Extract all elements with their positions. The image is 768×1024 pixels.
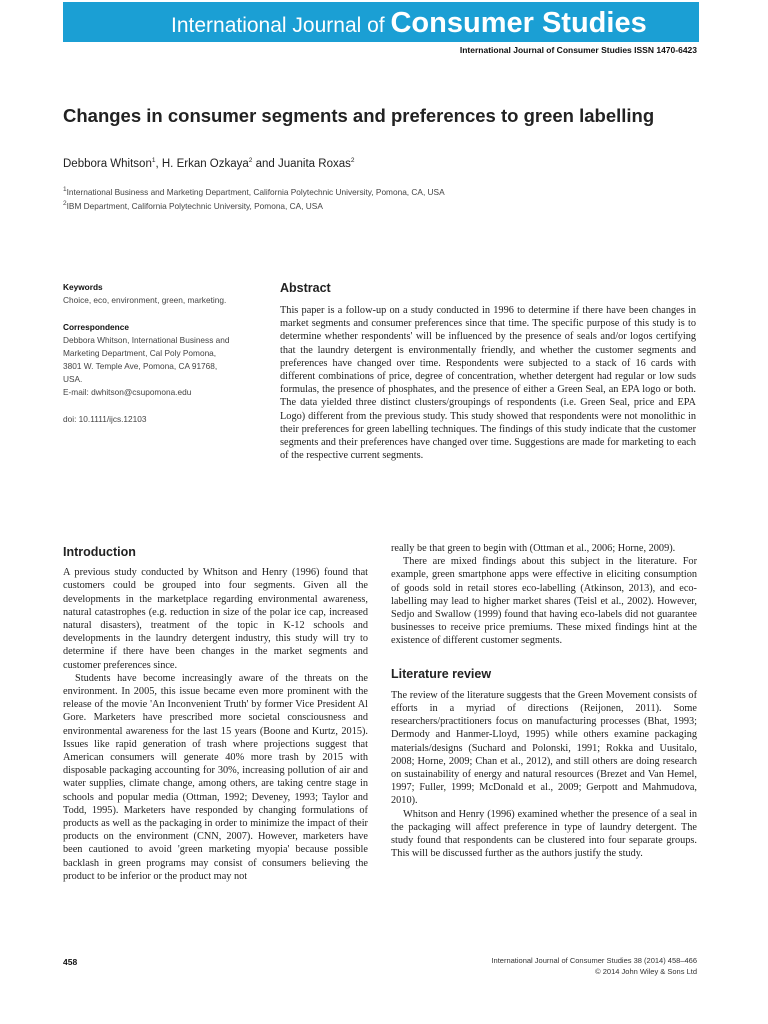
correspondence-line: 3801 W. Temple Ave, Pomona, CA 91768, [63, 361, 218, 371]
article-title: Changes in consumer segments and preferences to green labelling [63, 105, 655, 126]
author-name: Debbora Whitson [63, 157, 152, 170]
right-column [391, 542, 697, 860]
journal-name-prefix: International Journal of [171, 14, 391, 37]
issn-line: International Journal of Consumer Studies ISSN 1470-6423 [459, 45, 697, 55]
journal-name [171, 7, 647, 40]
author-affil-marker: 2 [248, 157, 253, 164]
paragraph: The review of the literature suggests that the Green Movement consists of efforts in a myriad of directions (Reijonen, 2011). Some researchers/practitioners focus on manufacturing processes (Bhat, 1993; Dermody and Hanmer-Lloyd, 1995) while others examine packaging materials/designs (Suchard and Polonski, 1991; Rokka and Uusitalo, 2008; Horne, 2009; Chan et al., 2012), and still others are doing research on sustainability of energy and natural resources (Brezet and Van Hemel, 1997; Fuller, 1999; McDonald et al., 2009; Gerpott and Mahmudova, 2010). [391, 689, 697, 807]
keywords-heading: Keywords [63, 282, 103, 292]
author-separator: , [155, 157, 162, 170]
copyright-line: © 2014 John Wiley & Sons Ltd [595, 967, 697, 976]
paragraph: really be that green to begin with (Ottman et al., 2006; Horne, 2009). [391, 543, 676, 554]
literature-review-heading: Literature review [391, 666, 492, 681]
page-number: 458 [63, 957, 78, 967]
affiliations [63, 184, 445, 212]
affiliation-marker: 1 [63, 186, 67, 193]
abstract-text: This paper is a follow-up on a study conducted in 1996 to determine if there have been changes in market segments and consumer preferences since that time. The specific purpose of this study is to determine whether respondents' will be influenced by the presence of seals and/or logos certifying that the laundry detergent is environmentally friendly, and whether the customer segments and preferences have changed over time. Respondents were subjected to a stack of 16 cards with different combinations of price, degree of concentration, whether detergent had regular or low suds formulas, the presence of phosphates, and the presence of either a Green Seal, an EPA logo or both. The data yielded three distinct clusters/groupings of respondents (i.e. Green Seal, price and EPA Logo) different from the previous study. This study showed that respondents were not monolithic in their preferences for green labelling techniques. The findings of this study indicate that the customer segments and their preferences have changed over time. Suggestions are made for marketing to each of the respective current segments. [280, 305, 696, 462]
correspondence-line: Debbora Whitson, International Business and [63, 335, 230, 345]
affiliation-text: IBM Department, California Polytechnic University, Pomona, CA, USA [66, 200, 323, 211]
email-link[interactable]: E-mail: dwhitson@csupomona.edu [63, 387, 192, 397]
paragraph: There are mixed findings about this subject in the literature. For example, green smartphone apps were effective in eliciting consumption of goods sold in retail stores eco-labelling (Atkinson, 2013), and eco-labelling may lead to higher market shares (Teisl et al., 2002). However, Sedjo and Swallow (1999) found that having eco-labels did not guarantee businesses to receive price premiums. These mixed findings hint at the existence of different customer segments. [391, 556, 697, 647]
keywords-text: Choice, eco, environment, green, marketing. [63, 295, 227, 305]
author-list [63, 157, 355, 170]
abstract-heading: Abstract [280, 281, 331, 295]
author-affil-marker: 1 [151, 157, 156, 164]
correspondence-heading: Correspondence [63, 322, 129, 332]
citation-line: International Journal of Consumer Studies 38 (2014) 458–466 [491, 956, 697, 965]
author-name: H. Erkan Ozkaya [161, 157, 249, 170]
author-name: Juanita Roxas [278, 157, 351, 170]
footer-citation [491, 955, 697, 977]
author-separator: and [252, 157, 278, 170]
correspondence-line: USA. [63, 374, 83, 384]
journal-banner [63, 2, 699, 42]
paragraph: A previous study conducted by Whitson and Henry (1996) found that customers could be grouped into four segments. Given all the developments in the marketplace regarding environmental awareness, natural catastrophes (e.g. reduction in size of the polar ice cap, increased natural disasters), treatment of the topic in K-12 schools and developments in the laundry detergent industry, this study will try to determine if there have been changes in the market segments and customer preferences since. [63, 567, 368, 671]
correspondence-line: Marketing Department, Cal Poly Pomona, [63, 348, 217, 358]
author-affil-marker: 2 [350, 157, 355, 164]
left-column [63, 546, 368, 883]
affiliation [63, 184, 445, 198]
paragraph: Students have become increasingly aware of the threats on the environment. In 2005, this issue became even more prominent with the release of the movie 'An Inconvenient Truth' by former Vice President Al Gore. Marketers have prescribed more societal consciousness and environmental awareness for the last 15 years (Boone and Kurtz, 2015). Issues like rapid generation of trash where projections suggest that American consumers will generate 40% more trash by 2015 with disposable packaging accounting for 30%, increasing pollution of air and water supplies, climate change, among others, are taking centre stage in schools and popular media (Ottman, 1992; Deveney, 1993; Taylor and Todd, 1995). Marketers have responded by changing formulations of products as well as the packaging in order to minimize the impact of their products on the environment (CNN, 2007). However, marketers have been cautioned to avoid 'green marketing myopia' because possible backlash in green programs may consist of consumers believing the product to be inferior or the product may not [63, 672, 368, 882]
paragraph: Whitson and Henry (1996) examined whether the presence of a seal in the packaging will affect preference in type of laundry detergent. The study found that respondents can be clustered into four separate groups. This will be discussed further as the authors justify the study. [391, 808, 697, 860]
affiliation-marker: 2 [63, 199, 67, 207]
introduction-heading: Introduction [63, 545, 136, 559]
doi-link[interactable]: doi: 10.1111/ijcs.12103 [63, 414, 147, 424]
journal-name-main: Consumer Studies [390, 7, 647, 39]
affiliation [63, 198, 445, 212]
affiliation-text: International Business and Marketing Department, California Polytechnic University, Pomona, CA, USA [66, 186, 445, 197]
sidebar [63, 281, 268, 426]
